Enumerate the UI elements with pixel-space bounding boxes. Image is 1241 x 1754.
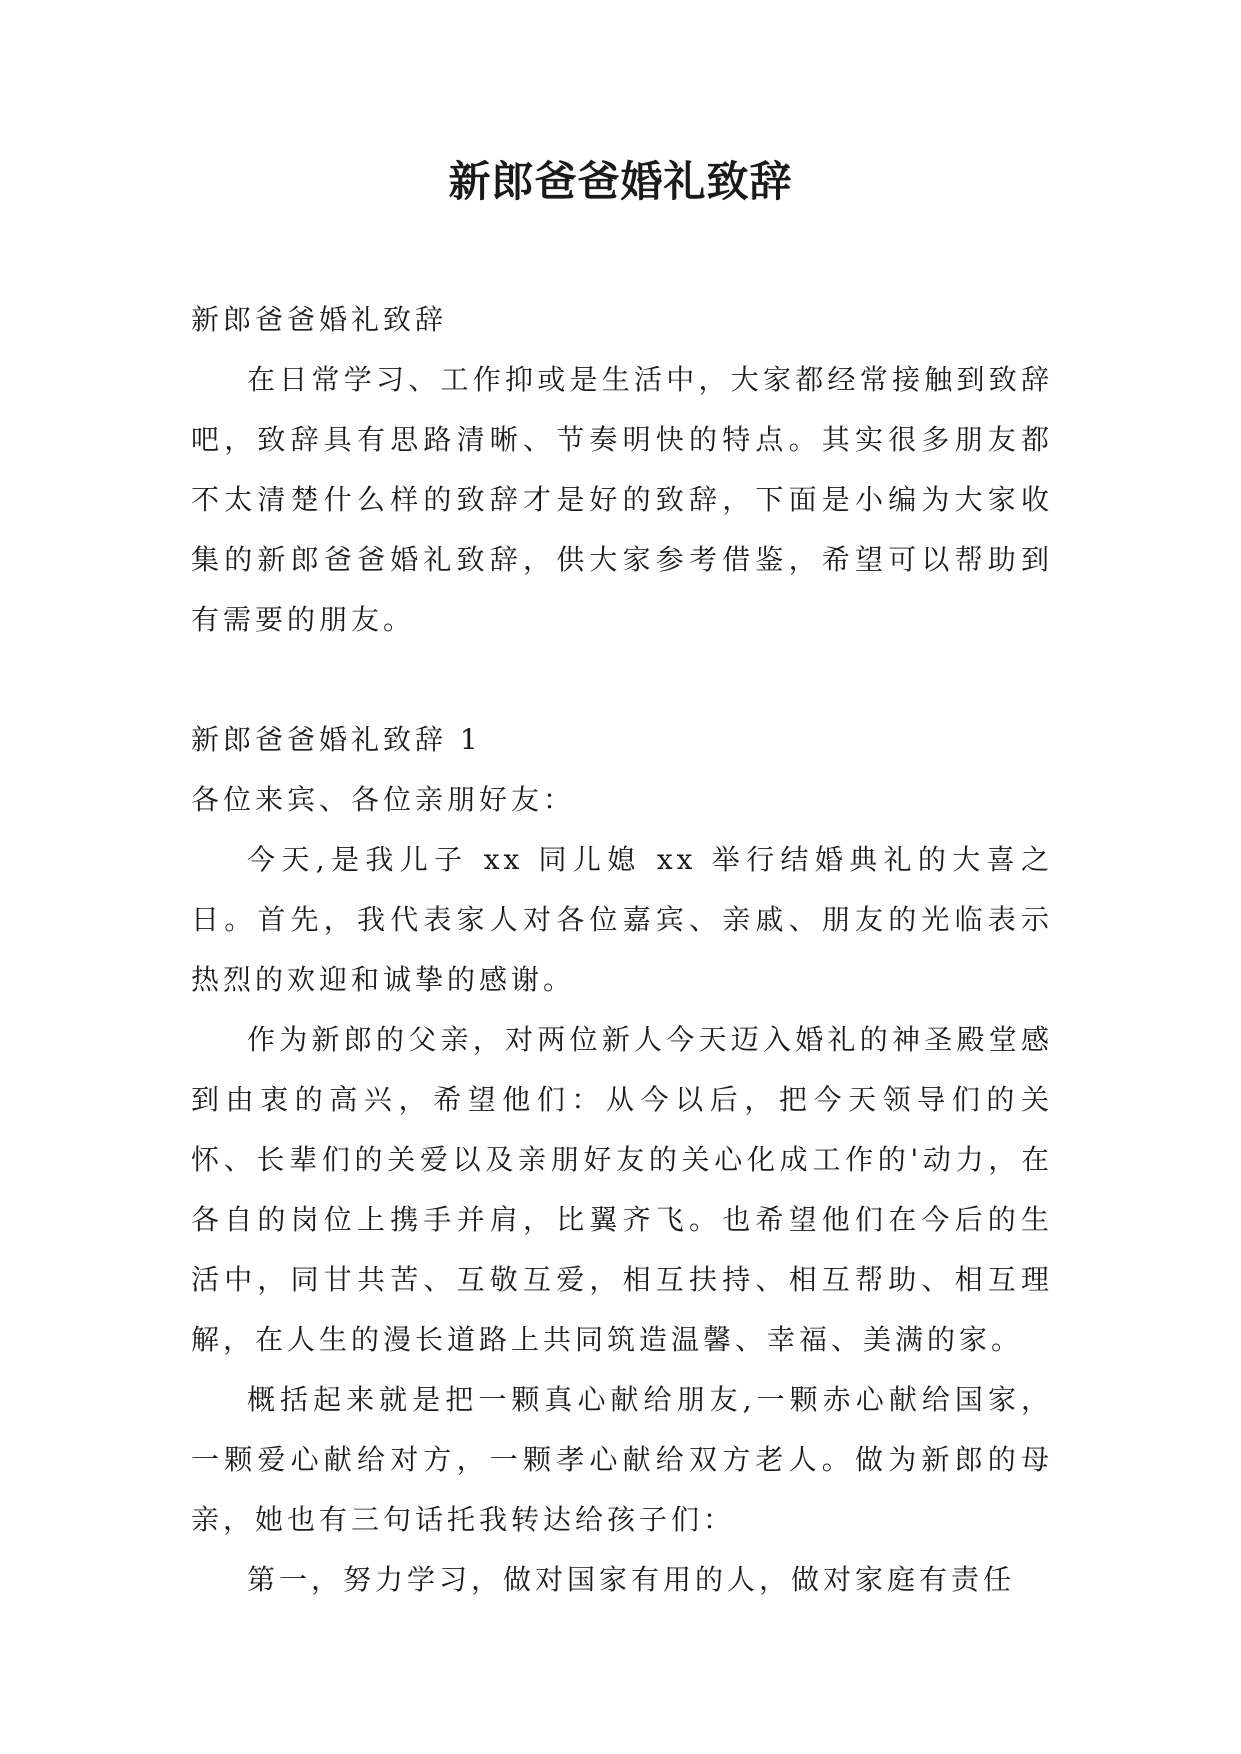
body-paragraph: 第一，努力学习，做对国家有用的人，做对家庭有责任 xyxy=(247,1563,1016,1596)
section-heading: 新郎爸爸婚礼致辞 1 xyxy=(191,723,482,756)
section-spacer xyxy=(191,650,1053,710)
body-paragraph: 今天,是我儿子 xx 同儿媳 xx 举行结婚典礼的大喜之日。首先，我代表家人对各位嘉宾、亲戚、朋友的光临表示热烈的欢迎和诚挚的感谢。 xyxy=(191,843,1053,996)
document-title: 新郎爸爸婚礼致辞 xyxy=(448,157,793,206)
body-paragraph: 作为新郎的父亲，对两位新人今天迈入婚礼的神圣殿堂感到由衷的高兴，希望他们：从今以后，把今天领导们的关怀、长辈们的关爱以及亲朋好友的关心化成工作的'动力，在各自的岗位上携手并肩，比翼齐飞。也希望他们在今后的生活中，同甘共苦、互敬互爱，相互扶持、相互帮助、相互理解，在人生的漫长道路上共同筑造温馨、幸福、美满的家。 xyxy=(191,1023,1053,1356)
body-paragraph: 概括起来就是把一颗真心献给朋友,一颗赤心献给国家，一颗爱心献给对方，一颗孝心献给双方老人。做为新郎的母亲，她也有三句话托我转达给孩子们： xyxy=(191,1383,1053,1536)
document-body xyxy=(191,290,1053,1610)
intro-heading: 新郎爸爸婚礼致辞 xyxy=(191,303,448,336)
intro-paragraph: 在日常学习、工作抑或是生活中，大家都经常接触到致辞吧，致辞具有思路清晰、节奏明快的特点。其实很多朋友都不太清楚什么样的致辞才是好的致辞，下面是小编为大家收集的新郎爸爸婚礼致辞，供大家参考借鉴，希望可以帮助到有需要的朋友。 xyxy=(191,363,1053,636)
salutation: 各位来宾、各位亲朋好友： xyxy=(191,783,576,816)
